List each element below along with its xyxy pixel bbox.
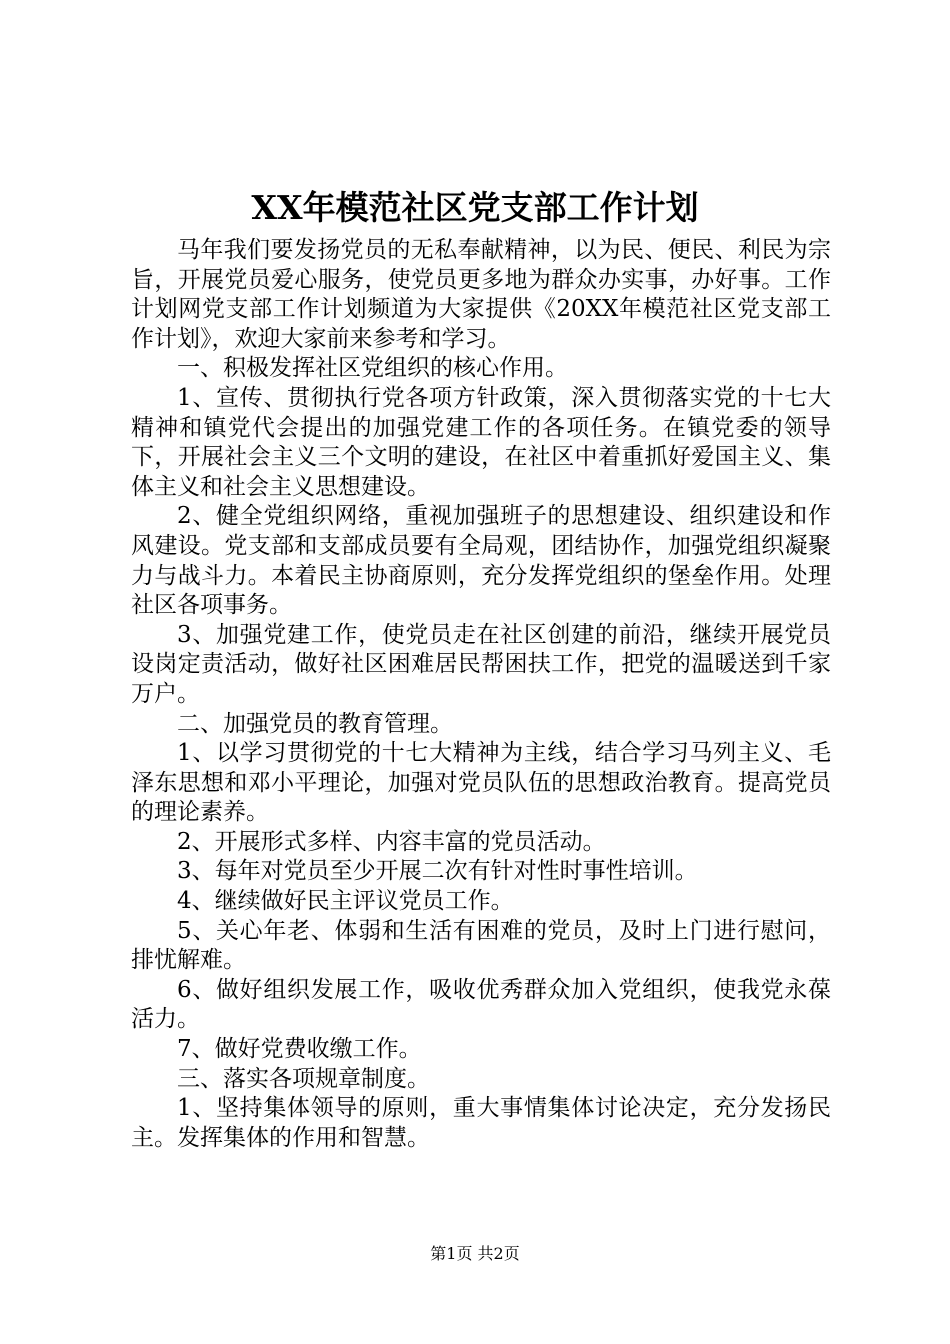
paragraph: 6、做好组织发展工作，吸收优秀群众加入党组织，使我党永葆活力。 (131, 976, 831, 1033)
paragraph: 4、继续做好民主评议党员工作。 (177, 888, 514, 915)
paragraph: 3、加强党建工作，使党员走在社区创建的前沿，继续开展党员设岗定责活动，做好社区困难居民帮困扶工作，把党的温暖送到千家万户。 (131, 621, 831, 707)
page-number-footer: 第1页 共2页 (430, 1244, 520, 1263)
paragraph: 1、坚持集体领导的原则，重大事情集体讨论决定，充分发扬民主。发挥集体的作用和智慧。 (131, 1095, 831, 1151)
paragraph: 2、健全党组织网络，重视加强班子的思想建设、组织建设和作风建设。党支部和支部成员要有全局观，团结协作，加强党组织凝聚力与战斗力。本着民主协商原则，充分发挥党组织的堡垒作用。处理社区各项事务。 (131, 503, 831, 619)
paragraph-intro: 马年我们要发扬党员的无私奉献精神，以为民、便民、利民为宗旨，开展党员爱心服务，使党员更多地为群众办实事，办好事。工作计划网党支部工作计划频道为大家提供《20XX年模范社区党支部工作计划》，欢迎大家前来参考和学习。 (131, 237, 831, 352)
paragraph: 3、每年对党员至少开展二次有针对性时事性培训。 (177, 858, 698, 885)
paragraph: 5、关心年老、体弱和生活有困难的党员，及时上门进行慰问，排忧解难。 (131, 917, 831, 974)
paragraph: 1、宣传、贯彻执行党各项方针政策，深入贯彻落实党的十七大精神和镇党代会提出的加强党建工作的各项任务。在镇党委的领导下，开展社会主义三个文明的建设，在社区中着重抓好爱国主义、集体主义和社会主义思想建设。 (131, 384, 831, 500)
section-heading-2: 二、加强党员的教育管理。 (177, 710, 453, 737)
paragraph: 1、以学习贯彻党的十七大精神为主线，结合学习马列主义、毛泽东思想和邓小平理论，加强对党员队伍的思想政治教育。提高党员的理论素养。 (131, 740, 831, 826)
section-heading-3: 三、落实各项规章制度。 (177, 1065, 430, 1092)
page-title: XX年模范社区党支部工作计划 (251, 188, 699, 227)
paragraph: 7、做好党费收缴工作。 (177, 1036, 422, 1063)
document-body (131, 236, 831, 1153)
paragraph: 2、开展形式多样、内容丰富的党员活动。 (177, 828, 606, 855)
section-heading-1: 一、积极发挥社区党组织的核心作用。 (177, 355, 568, 382)
